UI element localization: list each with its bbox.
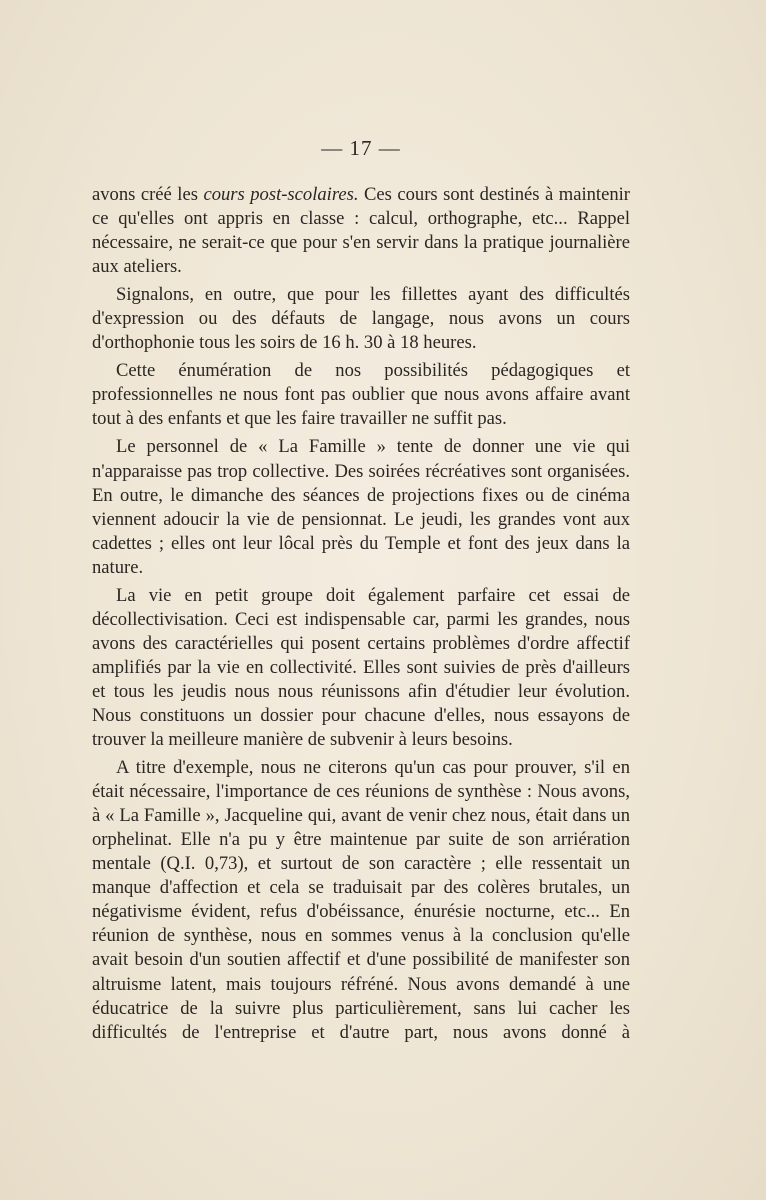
paragraph-3: Cette énumération de nos possibilités pédagogiques et professionnelles ne nous font pas oublier que nous avons affaire avant tout à des enfants et que les faire travailler ne suffit pas. bbox=[92, 360, 630, 430]
paragraph-4: Le personnel de « La Famille » tente de donner une vie qui n'apparaisse pas trop collective. Des soirées récréatives sont organisées. En outre, le dimanche des séances de projections fixes ou de cinéma viennent adoucir la vie de pensionnat. Le jeudi, les grandes vont aux cadettes ; elles ont leur lôcal près du Temple et font des jeux dans la nature. bbox=[92, 436, 630, 578]
paragraph-1-start: avons créé les bbox=[92, 184, 204, 205]
paragraph-1-end: Ces cours sont destinés à maintenir ce qu'elles ont appris en classe : calcul, orthographe, etc... Rappel nécessaire, ne serait-ce que pour s'en servir dans la pratique journalière aux ateliers. bbox=[92, 184, 630, 278]
body-text bbox=[92, 183, 630, 1045]
paragraph-5: La vie en petit groupe doit également parfaire cet essai de décollectivisation. Ceci est indispensable car, parmi les grandes, nous avons des caractérielles qui posent certains problèmes d'ordre affectif amplifiés par la vie en collectivité. Elles sont suivies de près d'ailleurs et tous les jeudis nous nous réunissons afin d'étudier leur évolution. Nous constituons un dossier pour chacune d'elles, nous essayons de trouver la meilleure manière de subvenir à leurs besoins. bbox=[92, 584, 630, 751]
page-number: — 17 — bbox=[321, 136, 401, 160]
emphasis-cours-post-scolaires: cours post-scolaires. bbox=[203, 184, 359, 205]
paragraph-2: Signalons, en outre, que pour les fillettes ayant des difficultés d'expression ou des défauts de langage, nous avons un cours d'orthophonie tous les soirs de 16 h. 30 à 18 heures. bbox=[92, 284, 630, 354]
paragraph-1 bbox=[92, 183, 630, 279]
paragraph-6: A titre d'exemple, nous ne citerons qu'un cas pour prouver, s'il en était nécessaire, l'importance de ces réunions de synthèse : Nous avons, à « La Famille », Jacqueline qui, avant de venir chez nous, était dans un orphelinat. Elle n'a pu y être maintenue par suite de son arriération mentale (Q.I. 0,73), et surtout de son caractère ; elle ressentait un manque d'affection et cela se traduisait par des colères brutales, un négativisme évident, refus d'obéissance, énurésie nocturne, etc... En réunion de synthèse, nous en sommes venus à la conclusion qu'elle avait besoin d'un soutien affectif et d'une possibilité de manifester son altruisme latent, mais toujours réfréné. Nous avons demandé à une éducatrice de la suivre plus particulièrement, sans lui cacher les difficultés de l'entreprise et d'autre part, nous avons donné à bbox=[92, 757, 630, 1043]
